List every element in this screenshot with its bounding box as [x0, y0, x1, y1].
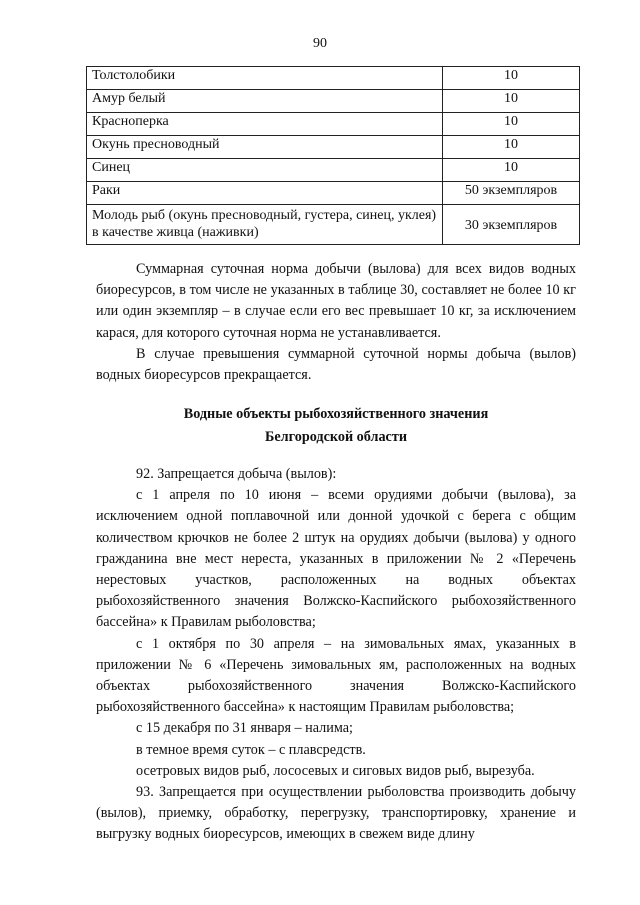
daily-norm: 10	[443, 113, 580, 136]
species-name: Молодь рыб (окунь пресноводный, густера, синец, уклея) в качестве живца (наживки)	[87, 205, 443, 245]
species-name: Амур белый	[87, 90, 443, 113]
paragraph: с 1 октября по 30 апреля – на зимовальных ямах, указанных в приложении № 6 «Перечень зимовальных ям, расположенных на водных объектах рыбохозяйственного значения Волжско-Каспийского рыбохозяйственного бассейна» к настоящим Правилам рыболовства;	[96, 635, 576, 716]
paragraph: в темное время суток – с плавсредств.	[136, 741, 366, 758]
daily-norm: 10	[443, 136, 580, 159]
paragraph: с 15 декабря по 31 января – налима;	[136, 720, 353, 737]
catch-norms-table	[86, 66, 580, 245]
daily-norm: 50 экземпляров	[443, 182, 580, 205]
daily-norm: 10	[443, 90, 580, 113]
table-row	[87, 182, 580, 205]
section-heading	[96, 403, 576, 449]
paragraph: осетровых видов рыб, лососевых и сиговых видов рыб, вырезуба.	[136, 762, 535, 779]
daily-norm: 10	[443, 67, 580, 90]
species-name: Красноперка	[87, 113, 443, 136]
species-name: Раки	[87, 182, 443, 205]
species-name: Толстолобики	[87, 67, 443, 90]
section-heading-line: Белгородской области	[265, 429, 407, 445]
species-name: Окунь пресноводный	[87, 136, 443, 159]
table-row	[87, 205, 580, 245]
table-row	[87, 136, 580, 159]
daily-norm: 30 экземпляров	[443, 205, 580, 245]
daily-norm: 10	[443, 159, 580, 182]
table-row	[87, 67, 580, 90]
table-row	[87, 90, 580, 113]
paragraph: Суммарная суточная норма добычи (вылова) для всех видов водных биоресурсов, в том числе не указанных в таблице 30, составляет не более 10 кг или один экземпляр – в случае если его вес превышает 10 кг, за исключением карася, для которого суточная норма не устанавливается.	[96, 261, 576, 341]
norm-paragraphs	[96, 259, 576, 386]
table-row	[87, 159, 580, 182]
paragraph: В случае превышения суммарной суточной нормы добыча (вылов) водных биоресурсов прекращается.	[96, 345, 576, 384]
paragraph: 92. Запрещается добыча (вылов):	[136, 466, 337, 482]
page-number: 90	[313, 36, 327, 51]
rules-paragraphs	[96, 464, 576, 846]
paragraph: 93. Запрещается при осуществлении рыболовства производить добычу (вылов), приемку, обработку, перегрузку, транспортировку, хранение и выгрузку водных биоресурсов, имеющих в свежем виде длину	[96, 784, 576, 843]
paragraph: с 1 апреля по 10 июня – всеми орудиями добычи (вылова), за исключением одной поплавочной или донной удочкой с берега с общим количеством крючков не более 2 штук на орудиях добычи (вылова) у одного гражданина вне мест нереста, указанных в приложении № 2 «Перечень нерестовых участков, расположенных на водных объектах рыбохозяйственного значения Волжско-Каспийского рыбохозяйственного бассейна» к Правилам рыболовства;	[96, 487, 576, 631]
section-heading-line: Водные объекты рыбохозяйственного значения	[183, 406, 489, 422]
table-row	[87, 113, 580, 136]
species-name: Синец	[87, 159, 443, 182]
